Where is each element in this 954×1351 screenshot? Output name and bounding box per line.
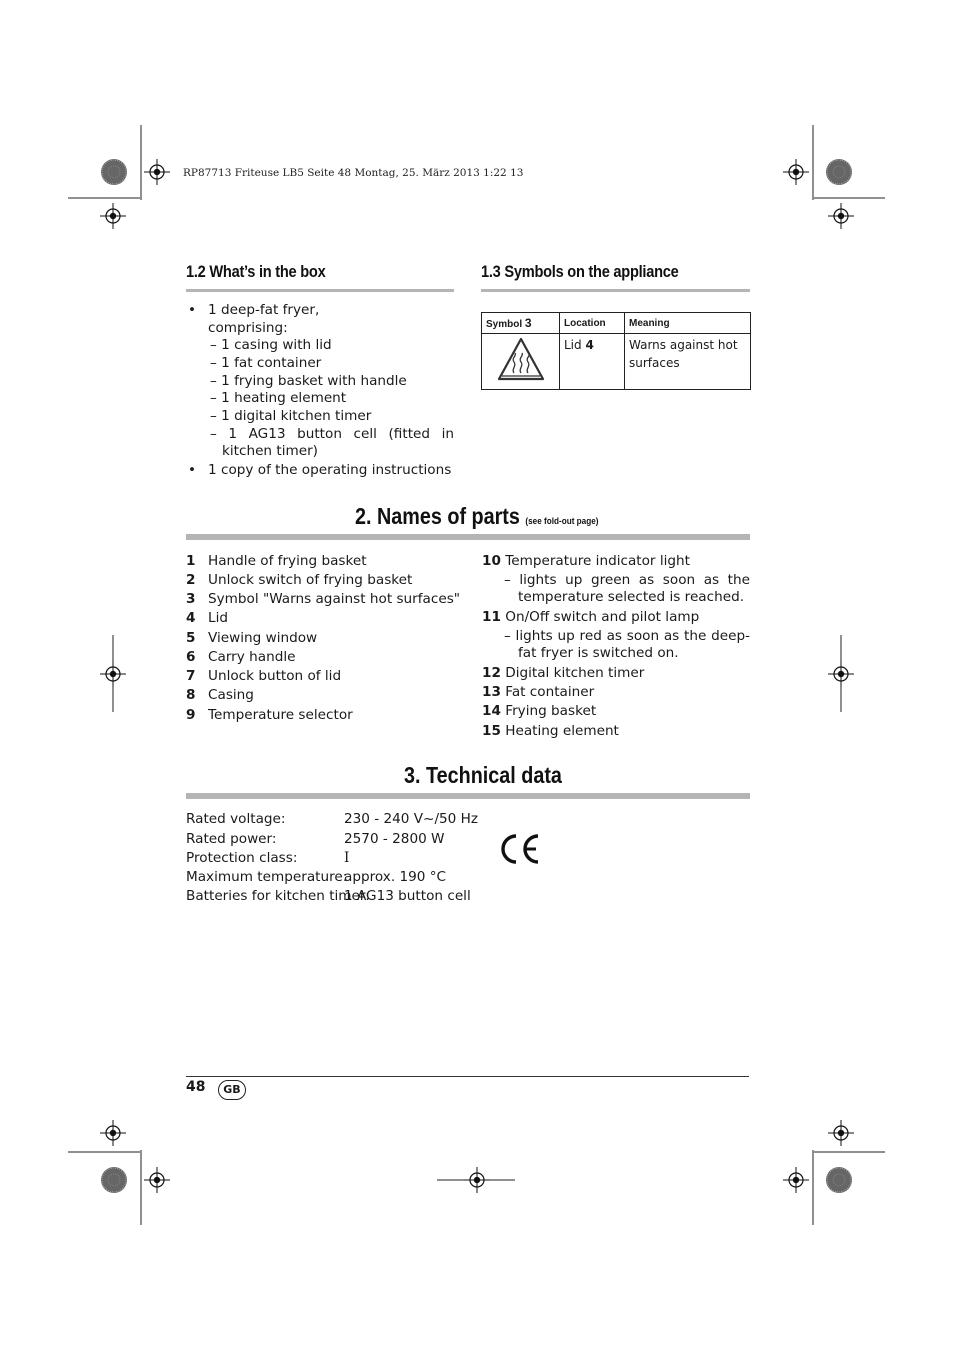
part-label: Carry handle	[208, 649, 296, 665]
list-item: comprising:	[208, 320, 288, 336]
spec-label: Rated power:	[186, 831, 277, 847]
part-number: 14	[482, 703, 501, 719]
part-number: 8	[186, 687, 196, 703]
page-number: 48	[186, 1079, 206, 1095]
part-number: 11	[482, 609, 501, 625]
list-item: – 1 casing with lid	[210, 337, 332, 353]
part-label: Temperature indicator light	[505, 553, 690, 569]
part-number: 2	[186, 572, 196, 588]
part-number: 15	[482, 723, 501, 739]
part-note-text: – lights up green as soon as the temperature selected is reached.	[504, 572, 750, 605]
part-label: Symbol "Warns against hot surfaces"	[208, 591, 461, 607]
spec-label: Maximum temperature:	[186, 869, 348, 885]
language-badge: GB	[218, 1080, 246, 1100]
spec-label: Batteries for kitchen timer:	[186, 888, 370, 904]
bullet: •	[188, 302, 197, 318]
spec-value: I	[344, 850, 350, 866]
part-label: On/Off switch and pilot lamp	[505, 609, 700, 625]
part-note-text: – lights up red as soon as the deep-fat fryer is switched on.	[504, 628, 750, 661]
part-number: 3	[186, 591, 196, 607]
list-item: 1 deep-fat fryer,	[208, 302, 320, 318]
bullet: •	[188, 462, 197, 478]
part-label: Heating element	[505, 723, 619, 739]
part-number: 10	[482, 553, 501, 569]
spec-value: 2570 - 2800 W	[344, 831, 445, 847]
header-ref-number: 3	[524, 316, 532, 330]
part-number: 7	[186, 668, 196, 684]
part-number: 4	[186, 610, 196, 626]
meaning-cell: Warns against hot surfaces	[625, 334, 751, 390]
part-label: Casing	[208, 687, 254, 703]
section-subtitle: (see fold-out page)	[525, 516, 599, 527]
section-title-whats-in-box: 1.2 What’s in the box	[186, 262, 326, 281]
section-title-symbols: 1.3 Symbols on the appliance	[481, 262, 679, 281]
section-title-text: 2. Names of parts	[355, 503, 520, 529]
part-number: 9	[186, 707, 196, 723]
table-header-meaning: Meaning	[625, 313, 751, 334]
part-label: Frying basket	[505, 703, 597, 719]
part-label: Handle of frying basket	[208, 553, 367, 569]
part-label: Lid	[208, 610, 228, 626]
list-item: – 1 digital kitchen timer	[210, 408, 372, 424]
location-text: Lid	[564, 338, 582, 352]
list-item: – 1 heating element	[210, 390, 347, 406]
print-slug: RP87713 Friteuse LB5 Seite 48 Montag, 25. März 2013 1:22 13	[183, 167, 524, 179]
part-label: Viewing window	[208, 630, 318, 646]
location-ref-number: 4	[585, 338, 594, 352]
list-item: 1 copy of the operating instructions	[208, 462, 452, 478]
spec-value: approx. 190 °C	[344, 869, 447, 885]
part-number: 13	[482, 684, 501, 700]
list-item: – 1 frying basket with handle	[210, 373, 407, 389]
spec-value: 230 - 240 V~/50 Hz	[344, 811, 479, 827]
spec-value: 1 AG13 button cell	[344, 888, 471, 904]
table-header-location: Location	[560, 313, 625, 334]
part-label: Unlock button of lid	[208, 668, 342, 684]
section-title-technical-data: 3. Technical data	[404, 762, 562, 788]
part-number: 12	[482, 665, 501, 681]
part-label: Temperature selector	[208, 707, 353, 723]
header-label: Symbol	[486, 319, 523, 330]
part-label: Unlock switch of frying basket	[208, 572, 413, 588]
part-label: Digital kitchen timer	[505, 665, 645, 681]
part-number: 5	[186, 630, 196, 646]
spec-label: Rated voltage:	[186, 811, 286, 827]
part-label: Fat container	[505, 684, 595, 700]
spec-label: Protection class:	[186, 850, 298, 866]
part-number: 1	[186, 553, 196, 569]
list-item: – 1 fat container	[210, 355, 322, 371]
list-item-text: – 1 AG13 button cell (fitted in kitchen timer)	[210, 426, 454, 459]
part-number: 6	[186, 649, 196, 665]
